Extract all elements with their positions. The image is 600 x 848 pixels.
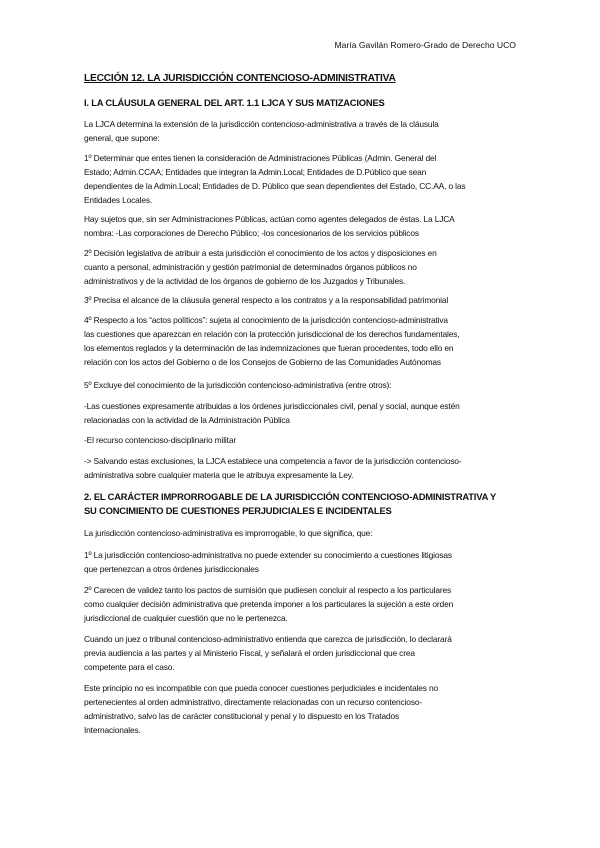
text-line: los elementos reglados y la determinación de las indemnizaciones que fueran procedentes, todo ello en: [84, 343, 454, 353]
lesson-title: LECCIÓN 12. LA JURISDICCIÓN CONTENCIOSO-ADMINISTRATIVA: [84, 73, 396, 84]
page-header-author: María Gavilán Romero-Grado de Derecho UCO: [334, 40, 516, 50]
section-heading-1: I. LA CLÁUSULA GENERAL DEL ART. 1.1 LJCA Y SUS MATIZACIONES: [84, 97, 385, 108]
text-line: -> Salvando estas exclusiones, la LJCA establece una competencia a favor de la jurisdicción contencioso-: [84, 456, 462, 466]
text-line: pertenecientes al orden administrativo, directamente relacionadas con un recurso contencioso-: [84, 697, 422, 707]
text-line: Cuando un juez o tribunal contencioso-administrativo entienda que carezca de jurisdicción, lo declarará: [84, 634, 452, 644]
text-line: general, que supone:: [84, 133, 160, 143]
text-line: dependientes de la Admin.Local; Entidades de D. Público que sean dependientes del Estado, CC.AA, o las: [84, 181, 466, 191]
text-line: SU CONCIMIENTO DE CUESTIONES PERJUDICIALES E INCIDENTALES: [84, 505, 392, 516]
paragraph-p9: [84, 433, 236, 447]
text-line: -El recurso contencioso-disciplinario militar: [84, 435, 236, 445]
text-line: La jurisdicción contencioso-administrativa es improrrogable, lo que significa, que:: [84, 528, 373, 538]
text-line: Hay sujetos que, sin ser Administraciones Públicas, actúan como agentes delegados de éstas. La LJCA: [84, 214, 455, 224]
text-line: Este principio no es incompatible con que pueda conocer cuestiones perjudiciales e incidentales no: [84, 683, 439, 693]
text-line: 1º La jurisdicción contencioso-administrativa no puede extender su conocimiento a cuestiones litigiosas: [84, 550, 452, 560]
paragraph-p7: [84, 378, 391, 392]
text-line: La LJCA determina la extensión de la jurisdicción contencioso-administrativa a través de la cláusula: [84, 119, 439, 129]
paragraph-p8: [84, 399, 460, 427]
paragraph-p2: [84, 151, 465, 207]
paragraph-p4: [84, 246, 437, 288]
paragraph-p14: [84, 632, 452, 674]
text-line: 2º Decisión legislativa de atribuir a esta jurisdicción el conocimiento de los actos y disposiciones en: [84, 248, 437, 258]
text-line: 2º Carecen de validez tanto los pactos de sumisión que pudiesen concluir al respecto a los particulares: [84, 585, 452, 595]
text-line: previa audiencia a las partes y al Ministerio Fiscal, y señalará el orden jurisdiccional que crea: [84, 648, 415, 658]
text-line: 1º Determinar que entes tienen la consideración de Administraciones Públicas (Admin. General del: [84, 153, 437, 163]
text-line: jurisdiccional de cualquier cuestión que no le pertenezca.: [84, 613, 288, 623]
text-line: como cualquier decisión administrativa que pretenda imponer a los particulares la sujeción a este orden: [84, 599, 454, 609]
paragraph-p10: [84, 454, 462, 482]
text-line: relacionadas con la actividad de la Administración Pública: [84, 415, 290, 425]
text-line: nombra: -Las corporaciones de Derecho Público; -los concesionarios de los servicios públicos: [84, 228, 419, 238]
paragraph-p5: [84, 293, 448, 307]
paragraph-p15: [84, 681, 438, 737]
section-heading-2: [84, 490, 496, 518]
text-line: administrativos y de la actividad de los órganos de gobierno de los Juzgados y Tribunales.: [84, 276, 406, 286]
text-line: 3º Precisa el alcance de la cláusula general respecto a los contratos y a la responsabilidad patrimonial: [84, 295, 449, 305]
paragraph-p12: [84, 548, 452, 576]
text-line: 4º Respecto a los “actos políticos”: sujeta al conocimiento de la jurisdicción contencioso-administrativa: [84, 315, 448, 325]
text-line: relación con los actos del Gobierno o de los Consejos de Gobierno de las Comunidades Autónomas: [84, 357, 441, 367]
paragraph-p1: [84, 117, 439, 145]
text-line: competente para el caso.: [84, 662, 175, 672]
text-line: las cuestiones que aparezcan en relación con la protección jurisdiccional de los derechos fundamentales,: [84, 329, 460, 339]
text-line: -Las cuestiones expresamente atribuidas a los órdenes jurisdiccionales civil, penal y social, aunque estén: [84, 401, 460, 411]
text-line: 2. EL CARÁCTER IMPRORROGABLE DE LA JURISDICCIÓN CONTENCIOSO-ADMINISTRATIVA Y: [84, 491, 497, 502]
text-line: que pertenezcan a otros órdenes jurisdiccionales: [84, 564, 259, 574]
paragraph-p13: [84, 583, 453, 625]
paragraph-p11: [84, 526, 372, 540]
text-line: administrativo, salvo las de carácter constitucional y penal y lo dispuesto en los Tratados: [84, 711, 400, 721]
text-line: Entidades Locales.: [84, 195, 153, 205]
text-line: 5º Excluye del conocimiento de la jurisdicción contencioso-administrativa (entre otros):: [84, 380, 392, 390]
text-line: administrativa sobre cualquier materia que le atribuya expresamente la Ley.: [84, 470, 354, 480]
text-line: Estado; Admin.CCAA; Entidades que integran la Admin.Local; Entidades de D.Público que sean: [84, 167, 427, 177]
paragraph-p3: [84, 212, 455, 240]
paragraph-p6: [84, 313, 459, 369]
text-line: Internacionales.: [84, 725, 141, 735]
text-line: cuanto a personal, administración y gestión patrimonial de determinados órganos públicos no: [84, 262, 417, 272]
